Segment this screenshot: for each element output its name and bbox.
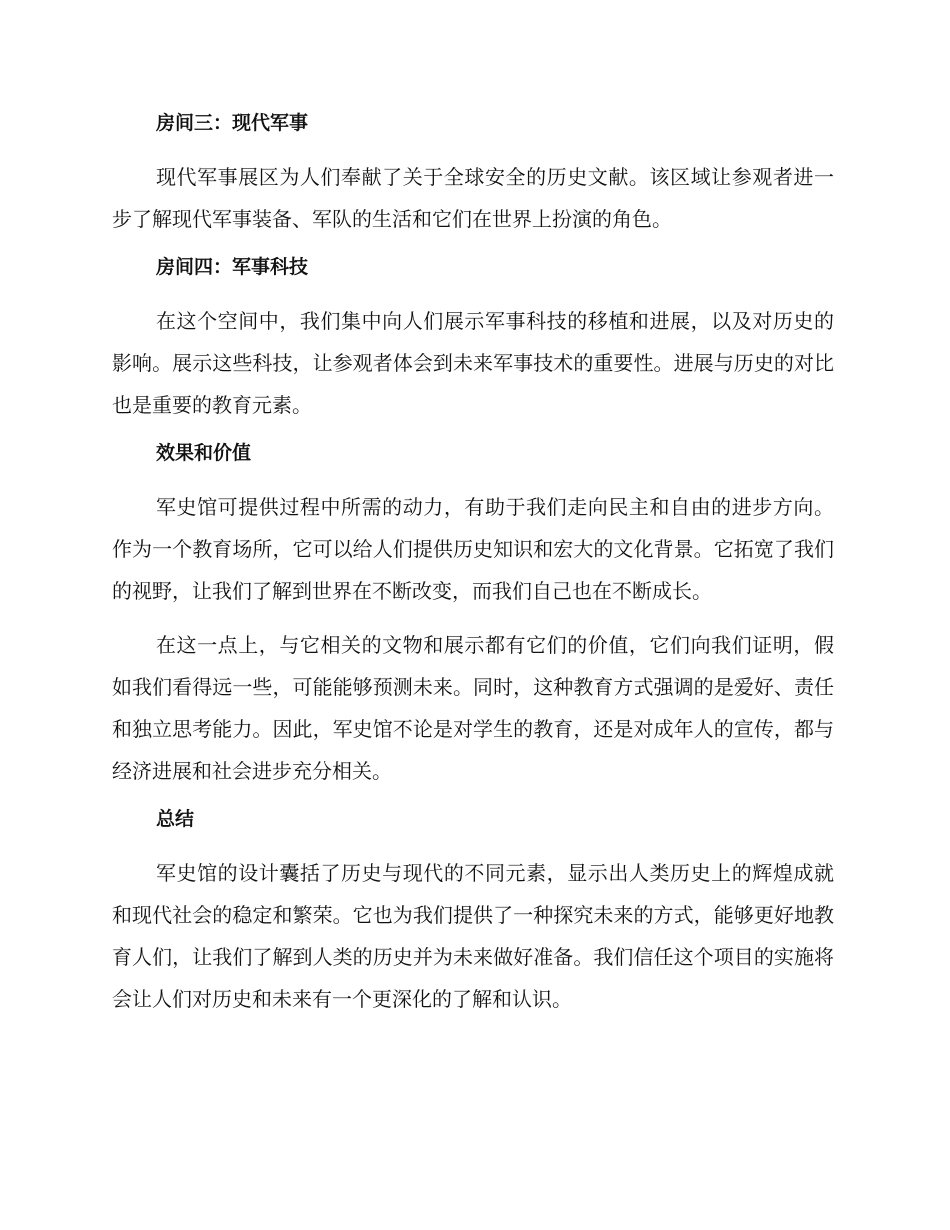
section-room-three	[112, 108, 834, 240]
paragraph: 军史馆的设计囊括了历史与现代的不同元素，显示出人类历史上的辉煌成就和现代社会的稳定和繁荣。它也为我们提供了一种探究未来的方式，能够更好地教育人们，让我们了解到人类的历史并为未来做好准备。我们信任这个项目的实施将会让人们对历史和未来有一个更深化的了解和认识。	[112, 861, 834, 1011]
paragraph: 现代军事展区为人们奉献了关于全球安全的历史文献。该区域让参观者进一步了解现代军事装备、军队的生活和它们在世界上扮演的角色。	[112, 165, 834, 231]
section-effect-value	[112, 438, 834, 792]
section-heading: 房间四：军事科技	[156, 256, 309, 278]
section-heading: 总结	[156, 808, 195, 830]
paragraph: 在这个空间中，我们集中向人们展示军事科技的移植和进展，以及对历史的影响。展示这些科技，让参观者体会到未来军事技术的重要性。进展与历史的对比也是重要的教育元素。	[112, 309, 834, 417]
section-room-four	[112, 252, 834, 426]
section-summary	[112, 804, 834, 1020]
document-page	[112, 108, 834, 1032]
section-heading: 房间三：现代军事	[156, 112, 309, 134]
paragraph: 军史馆可提供过程中所需的动力，有助于我们走向民主和自由的进步方向。作为一个教育场所，它可以给人们提供历史知识和宏大的文化背景。它拓宽了我们的视野，让我们了解到世界在不断改变，而我们自己也在不断成长。	[112, 495, 834, 603]
paragraph: 在这一点上，与它相关的文物和展示都有它们的价值，它们向我们证明，假如我们看得远一些，可能能够预测未来。同时，这种教育方式强调的是爱好、责任和独立思考能力。因此，军史馆不论是对学生的教育，还是对成年人的宣传，都与经济进展和社会进步充分相关。	[112, 633, 834, 783]
section-heading: 效果和价值	[156, 442, 252, 464]
